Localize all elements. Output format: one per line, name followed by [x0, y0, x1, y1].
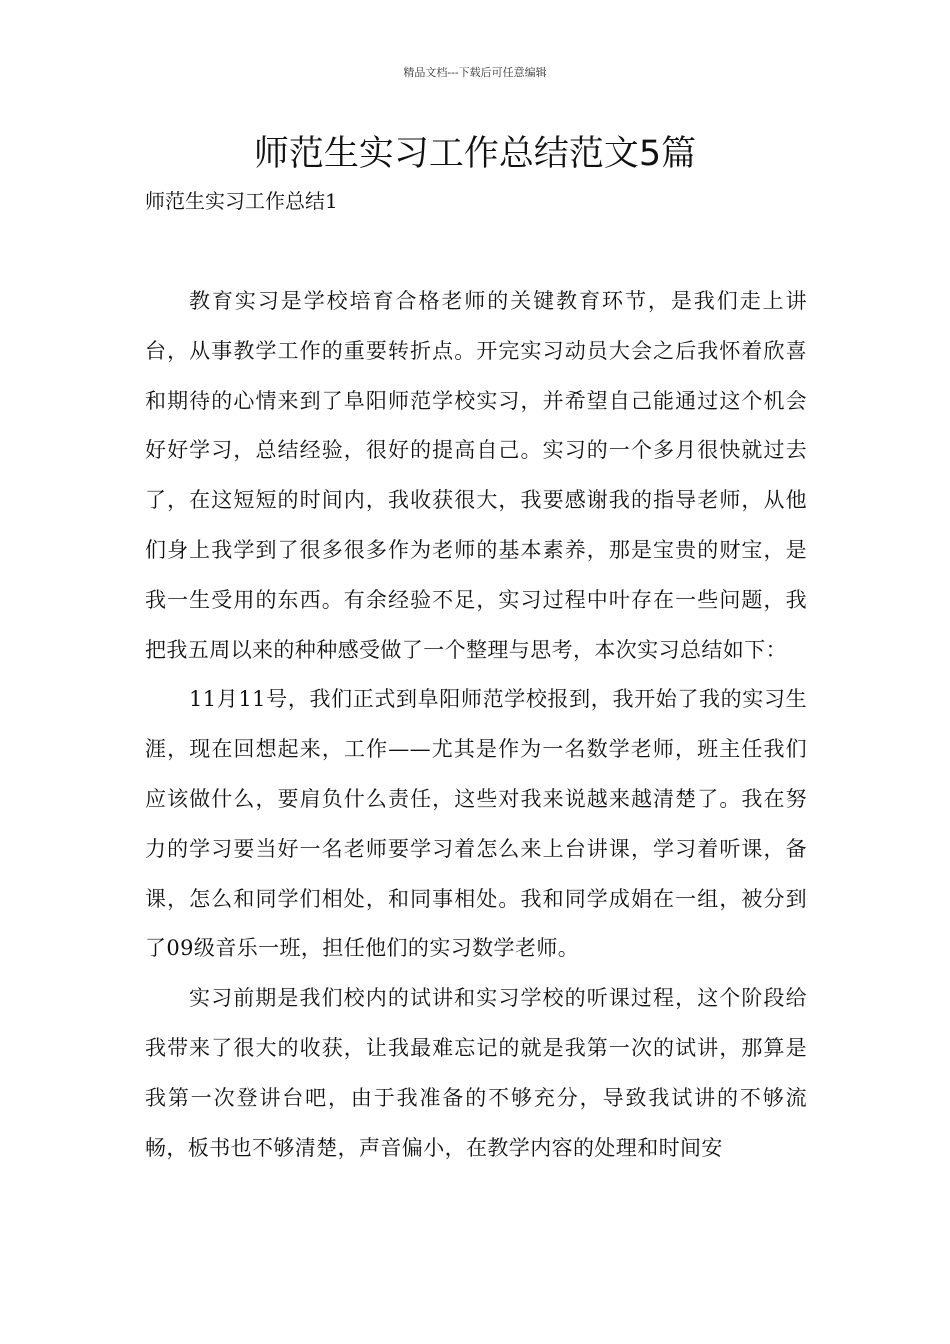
- header-note: 精品文档---下载后可任意编辑: [403, 66, 547, 79]
- document-title: 师范生实习工作总结范文5篇: [253, 134, 697, 174]
- paragraph-3: 实习前期是我们校内的试讲和实习学校的听课过程，这个阶段给我带来了很大的收获，让我最难忘记的就是我第一次的试讲，那算是我第一次登讲台吧，由于我准备的不够充分，导致我试讲的不够流畅，板书也不够清楚，声音偏小，在教学内容的处理和时间安: [145, 986, 807, 1160]
- paragraph-1: 教育实习是学校培育合格老师的关键教育环节，是我们走上讲台，从事教学工作的重要转折点。开完实习动员大会之后我怀着欣喜和期待的心情来到了阜阳师范学校实习，并希望自己能通过这个机会好好学习，总结经验，很好的提高自己。实习的一个多月很快就过去了，在这短短的时间内，我收获很大，我要感谢我的指导老师，从他们身上我学到了很多很多作为老师的基本素养，那是宝贵的财宝，是我一生受用的东西。有余经验不足，实习过程中叶存在一些问题，我把我五周以来的种种感受做了一个整理与思考，本次实习总结如下：: [145, 289, 807, 662]
- body-text: [145, 277, 807, 1173]
- paragraph-2: 11月11号，我们正式到阜阳师范学校报到，我开始了我的实习生涯，现在回想起来，工作——尤其是作为一名数学老师，班主任我们应该做什么，要肩负什么责任，这些对我来说越来越清楚了。我在努力的学习要当好一名老师要学习着怎么来上台讲课，学习着听课，备课，怎么和同学们相处，和同事相处。我和同学成娟在一组，被分到了09级音乐一班，担任他们的实习数学老师。: [145, 687, 807, 961]
- section-heading: 师范生实习工作总结1: [145, 189, 338, 213]
